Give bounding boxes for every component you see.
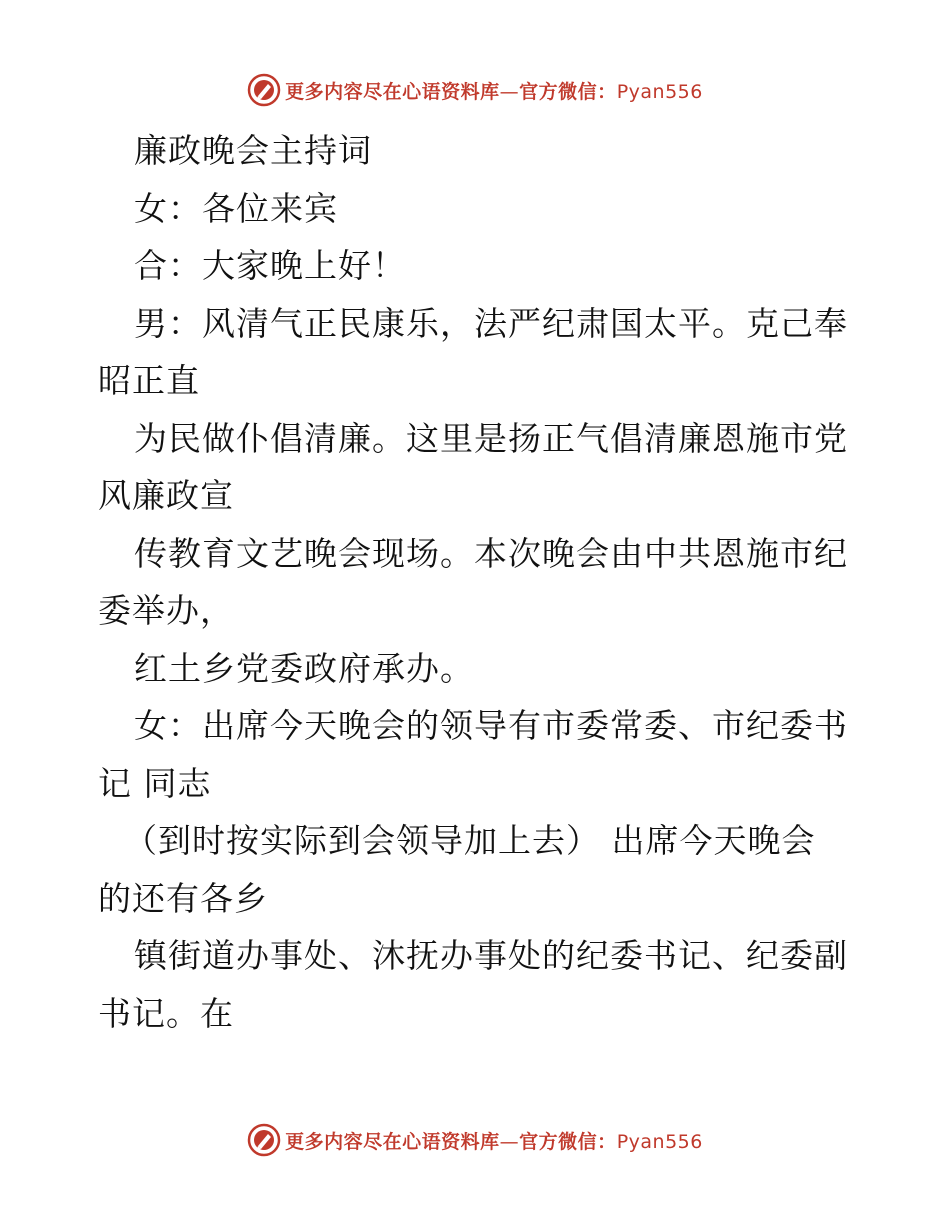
text-line: 昭正直 (98, 361, 200, 400)
text-line: 记 同志 (98, 763, 212, 803)
banner-text (285, 1127, 703, 1154)
text-line: 女：出席今天晚会的领导有市委常委、市纪委书 (134, 706, 848, 745)
text-line: 镇街道办事处、沐抚办事处的纪委书记、纪委副 (134, 936, 848, 975)
text-line: 女：各位来宾 (134, 188, 338, 228)
banner-wechat-id: Pyan556 (616, 1130, 703, 1153)
banner-wechat-id: Pyan556 (616, 80, 703, 103)
banner-site-name: 更多内容尽在心语资料库 (285, 80, 500, 103)
header-banner (0, 70, 950, 110)
banner-wechat-label: 官方微信： (519, 1130, 617, 1153)
banner-dash: — (499, 1130, 520, 1153)
text-line: 风廉政宣 (98, 476, 234, 515)
pen-logo-icon (247, 1123, 281, 1157)
pen-logo-icon (247, 73, 281, 107)
text-line: 为民做仆倡清廉。这里是扬正气倡清廉恩施市党 (134, 418, 848, 458)
banner-site-name: 更多内容尽在心语资料库 (285, 1130, 500, 1153)
text-line: 红土乡党委政府承办。 (134, 648, 474, 688)
text-line: 的还有各乡 (98, 878, 268, 918)
text-line: 书记。在 (98, 993, 234, 1033)
document-body (98, 122, 858, 1042)
document-title: 廉政晚会主持词 (134, 131, 372, 170)
banner-dash: — (499, 80, 520, 103)
text-line: 合：大家晚上好！ (134, 246, 406, 285)
text-line: 男：风清气正民康乐，法严纪肃国太平。克己奉 (134, 303, 848, 343)
banner-wechat-label: 官方微信： (519, 80, 617, 103)
text-line: 委举办， (98, 591, 234, 630)
footer-banner (0, 1120, 950, 1160)
text-line: （到时按实际到会领导加上去） 出席今天晚会 (124, 821, 816, 860)
banner-text (285, 77, 703, 104)
text-line: 传教育文艺晚会现场。本次晚会由中共恩施市纪 (134, 533, 848, 573)
